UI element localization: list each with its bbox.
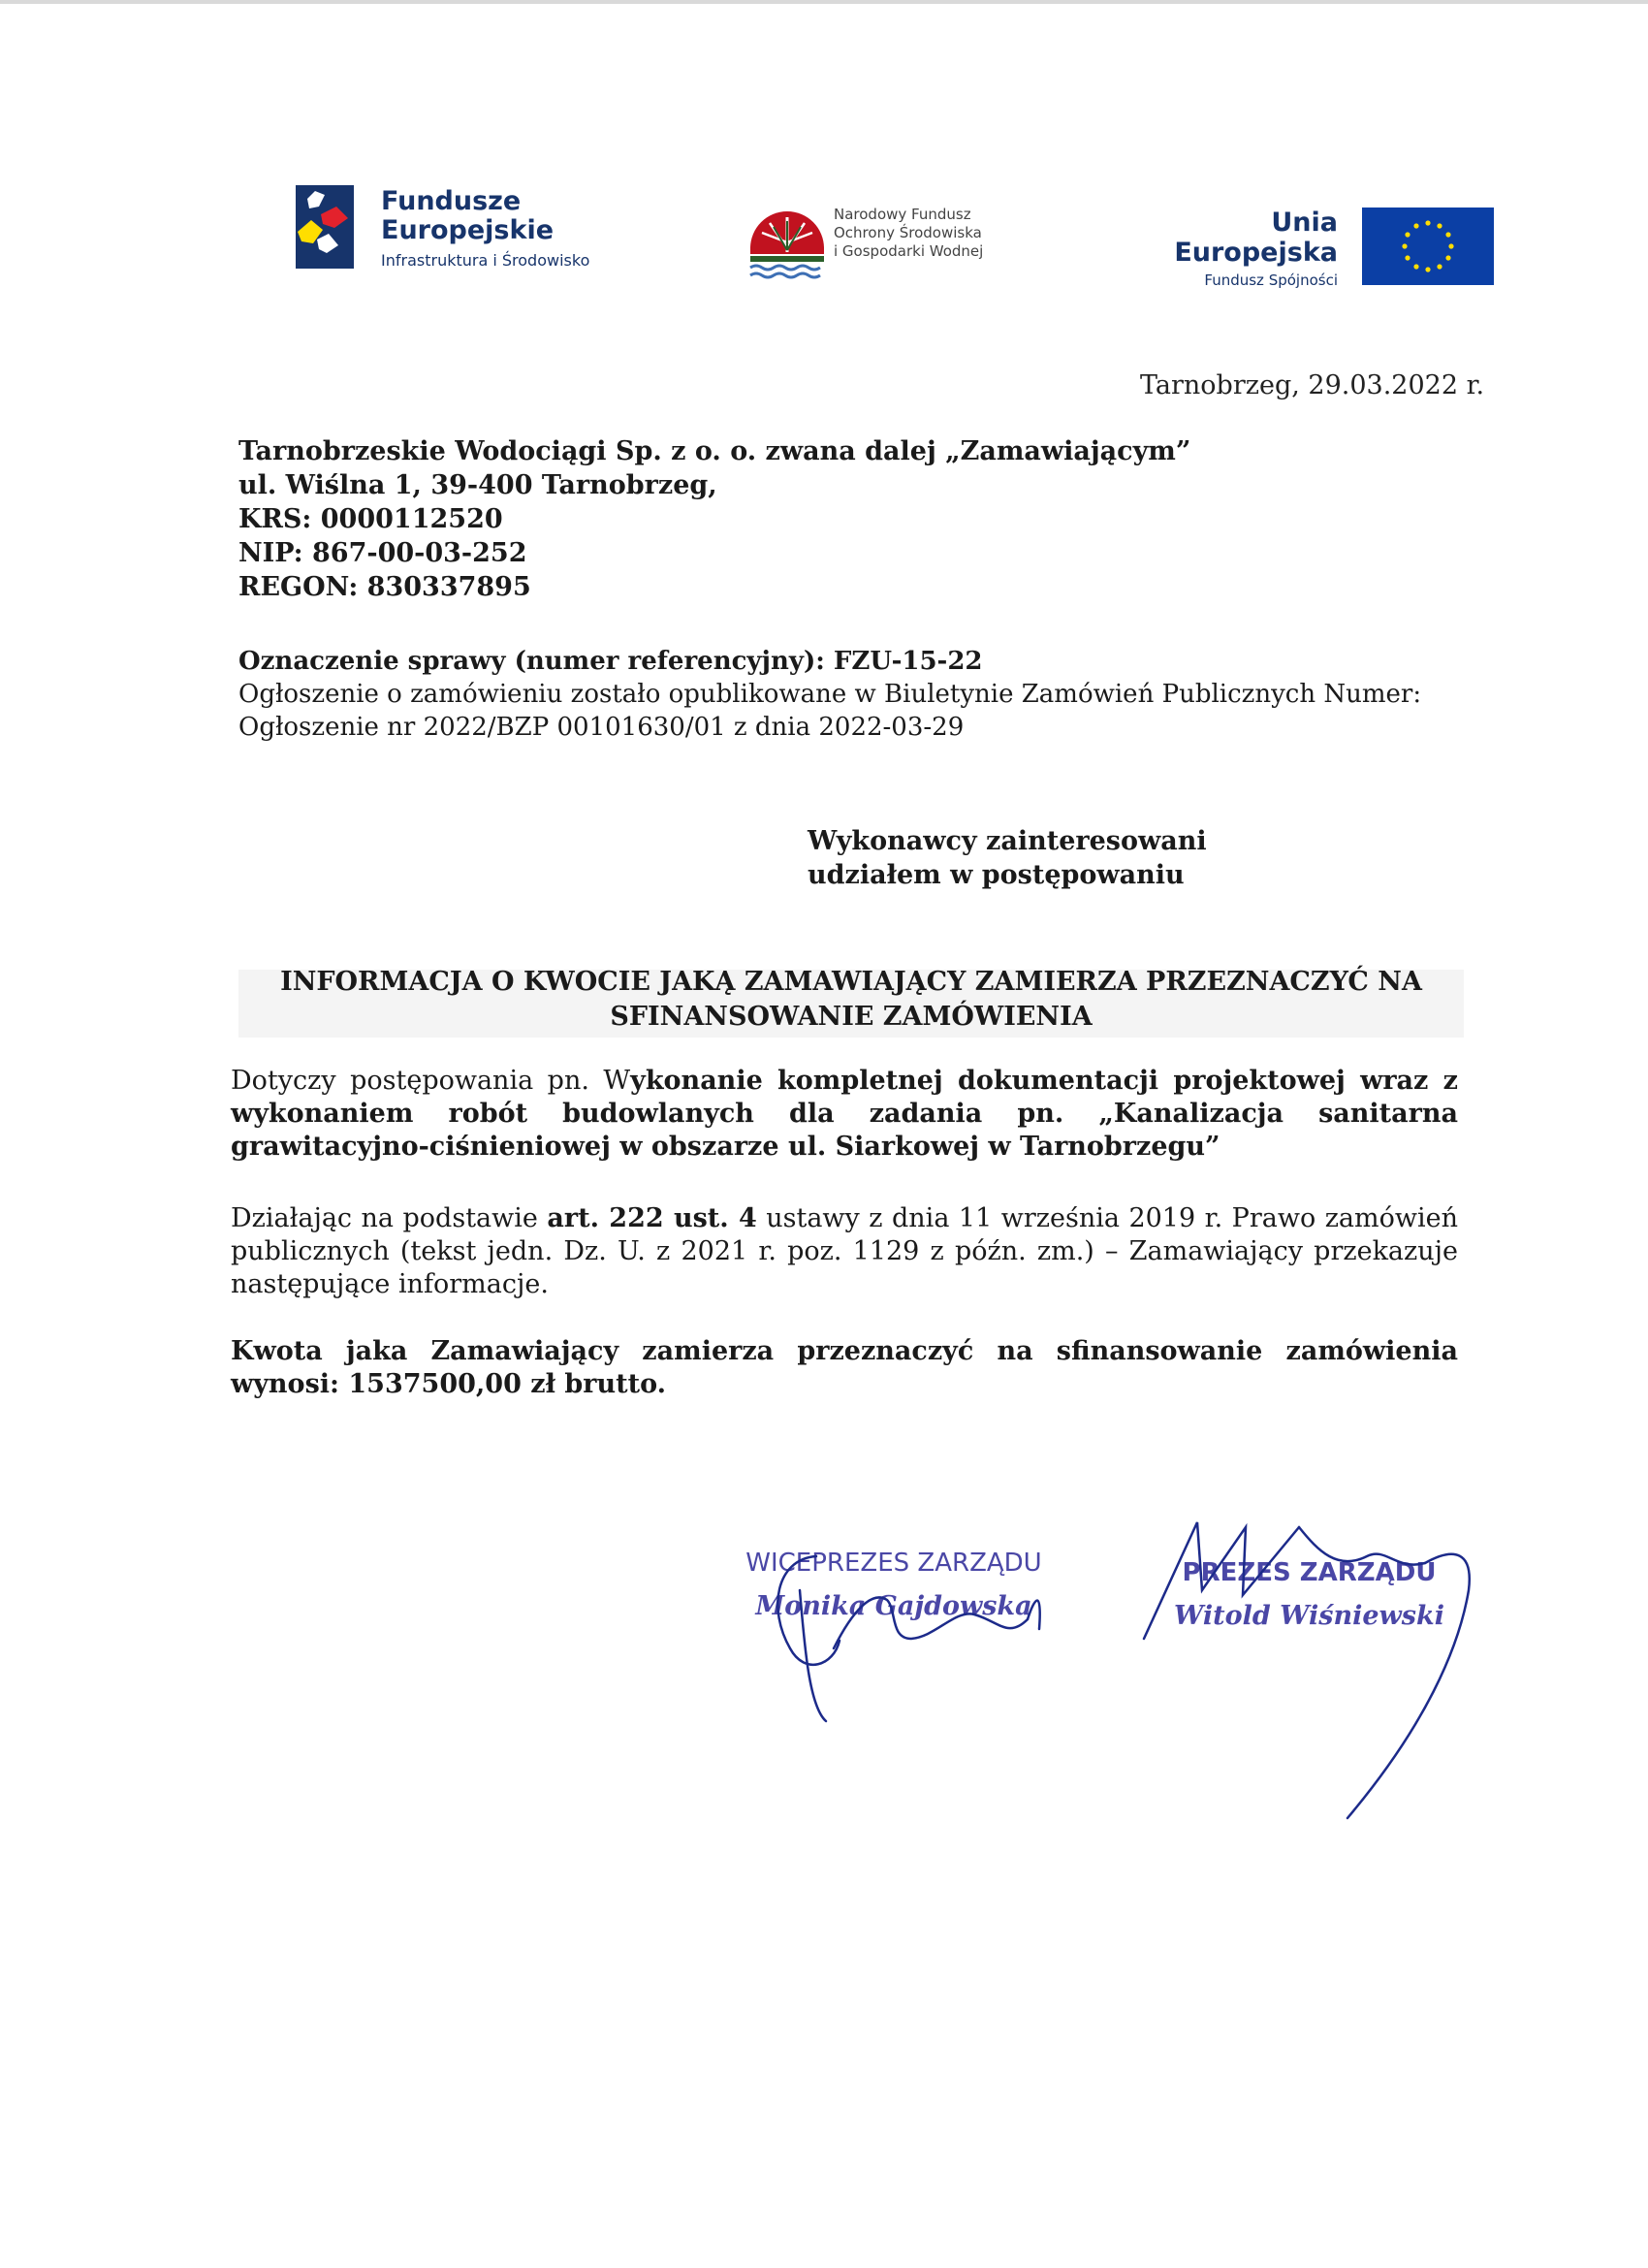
president-name: Witold Wiśniewski (1174, 1601, 1444, 1631)
legal-basis-prefix: Działając na podstawie (231, 1203, 548, 1233)
document-date: Tarnobrzeg, 29.03.2022 r. (1140, 370, 1485, 400)
paragraph-subject-prefix: Dotyczy postępowania pn. W (231, 1066, 631, 1096)
sender-regon: REGON: 830337895 (238, 572, 531, 602)
recipient-line1: Wykonawcy zainteresowani (808, 826, 1207, 856)
logo-bar (0, 0, 1648, 310)
paragraph-legal-basis (231, 1202, 1458, 1301)
paragraph-subject-title: ykonanie kompletnej dokumentacji projektowej wraz z wykonaniem robót budowlanych dla zadania pn. „Kanalizacja sanitarna grawitacyjno-ciśnieniowej w obszarze ul. Siarkowej w Tarnobrzegu” (231, 1066, 1459, 1162)
paragraph-subject (231, 1065, 1458, 1164)
vice-president-name: Monika Gajdowska (755, 1591, 1032, 1621)
document-heading (238, 965, 1464, 1035)
reference-block (238, 645, 1421, 744)
legal-basis-suffix: ustawy z dnia 11 września 2019 r. Prawo zamówień publicznych (tekst jedn. Dz. U. z 2021 r. poz. 1129 z późn. zm.) – Zamawiający przekazuje następujące informacje. (231, 1203, 1458, 1299)
vice-president-stamp (719, 1549, 1068, 1621)
fe-name-line2: Europejskie (381, 215, 555, 245)
nfosigw-line3: i Gospodarki Wodnej (834, 242, 984, 260)
nfosigw-logo (748, 194, 1039, 281)
paragraph-amount: Kwota jaka Zamawiający zamierza przeznaczyć na sfinansowanie zamówienia wynosi: 1537500,00 zł brutto. (231, 1336, 1458, 1399)
fe-name-line1: Fundusze (381, 186, 522, 216)
recipient-line2: udziałem w postępowaniu (808, 860, 1185, 890)
nfosigw-tree-icon (748, 194, 826, 281)
fundusze-europejskie-logo (296, 179, 664, 276)
president-title: PREZES ZARZĄDU (1182, 1558, 1437, 1587)
nfosigw-line2: Ochrony Środowiska (834, 224, 982, 241)
eu-flag-icon (1362, 208, 1494, 285)
ue-name: Unia Europejska (1174, 208, 1338, 268)
publication-number: Ogłoszenie nr 2022/BZP 00101630/01 z dnia 2022-03-29 (238, 713, 965, 742)
ue-fund: Fundusz Spójności (1204, 272, 1338, 289)
reference-number: Oznaczenie sprawy (numer referencyjny): FZU-15-22 (238, 647, 983, 676)
vice-president-title: WICEPREZES ZARZĄDU (745, 1549, 1042, 1578)
heading-line2: SFINANSOWANIE ZAMÓWIENIA (610, 1002, 1093, 1032)
sender-address (238, 434, 1190, 604)
heading-line1: INFORMACJA O KWOCIE JAKĄ ZAMAWIAJĄCY ZAMIERZA PRZEZNACZYĆ NA (280, 967, 1422, 997)
sender-krs: KRS: 0000112520 (238, 504, 503, 534)
fe-flag-icon (296, 185, 354, 269)
president-stamp (1171, 1558, 1447, 1631)
recipient-block (808, 824, 1207, 892)
fe-program: Infrastruktura i Środowisko (381, 251, 590, 270)
sender-nip: NIP: 867-00-03-252 (238, 538, 527, 568)
publication-note: Ogłoszenie o zamówieniu zostało opublikowane w Biuletynie Zamówień Publicznych Numer: (238, 680, 1422, 709)
sender-name: Tarnobrzeskie Wodociągi Sp. z o. o. zwana dalej „Zamawiającym” (238, 436, 1191, 466)
unia-europejska-logo (1100, 204, 1498, 289)
nfosigw-line1: Narodowy Fundusz (834, 206, 971, 223)
sender-street: ul. Wiślna 1, 39-400 Tarnobrzeg, (238, 470, 717, 500)
legal-basis-article: art. 222 ust. 4 (547, 1203, 757, 1233)
